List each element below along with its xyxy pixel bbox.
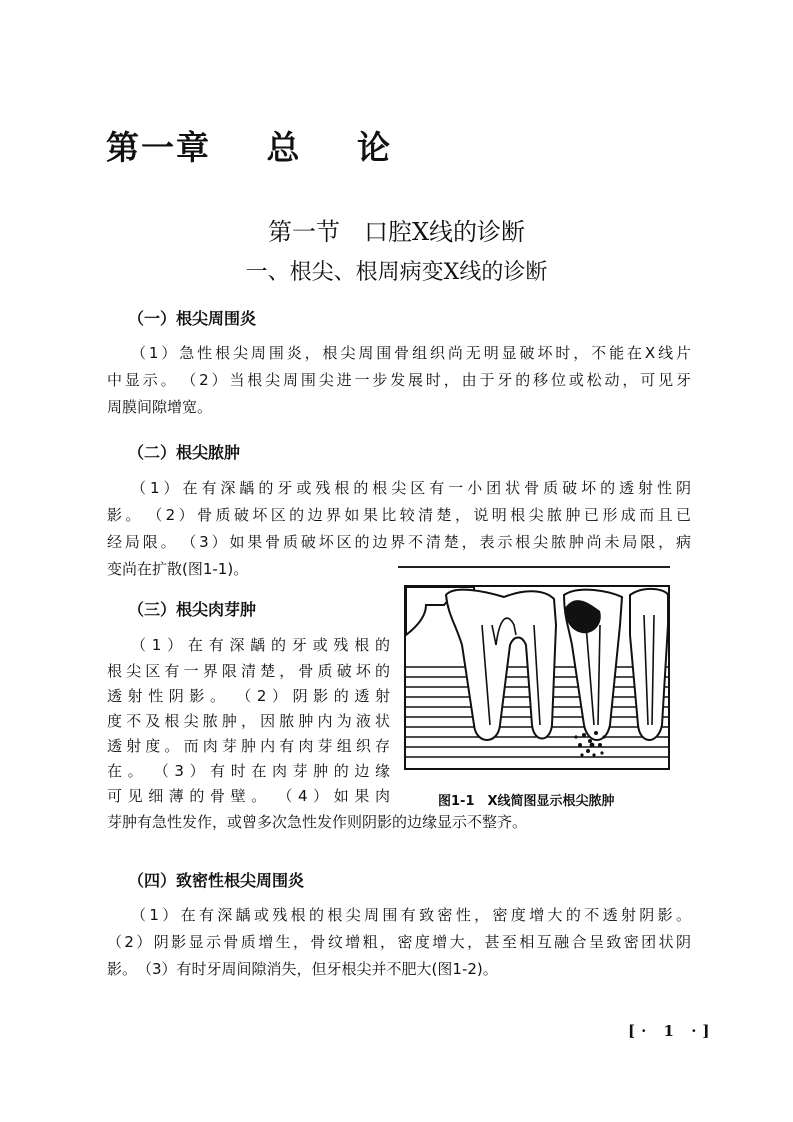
text-line: 根尖区有一界限清楚，骨质破坏的 — [107, 662, 390, 680]
text-line: 透射度。而肉芽肿内有肉芽组织存 — [107, 737, 390, 755]
text-line: （2）阴影显示骨质增生，骨纹增粗，密度增大，甚至相互融合呈致密团状阴 — [107, 933, 691, 951]
text-line: 周膜间隙增宽。 — [107, 398, 213, 416]
text-line: （1）在有深龋的牙或残根的 — [131, 636, 390, 654]
text-line: （1）在有深龋或残根的根尖周围有致密性，密度增大的不透射阴影。 — [131, 906, 691, 924]
heading-condensing-osteitis: （四）致密性根尖周围炎 — [128, 871, 305, 890]
text-line: 在。 （3）有时在肉芽肿的边缘 — [107, 762, 390, 780]
text-line: 度不及根尖脓肿，因脓肿内为液状 — [107, 712, 390, 730]
text-line: 透射性阴影。 （2）阴影的透射 — [107, 687, 390, 705]
text-line: 经局限。 （3）如果骨质破坏区的边界不清楚，表示根尖脓肿尚未局限，病 — [107, 533, 691, 551]
figure-caption: 图1-1 X线简图显示根尖脓肿 — [438, 794, 615, 809]
text-line: 可见细薄的骨壁。 （4）如果肉 — [107, 787, 390, 805]
chapter-word-2: 论 — [357, 128, 392, 167]
chapter-title — [106, 122, 392, 169]
tooth-xray-diagram — [404, 585, 670, 770]
text-line: 影。 （3）有时牙周间隙消失，但牙根尖并不肥大(图1-2)。 — [107, 960, 498, 978]
heading-periapical-granuloma: （三）根尖肉芽肿 — [128, 600, 257, 619]
text-line: 变尚在扩散(图1-1)。 — [107, 560, 249, 578]
paragraph-1 — [107, 340, 691, 421]
paragraph-4 — [107, 902, 691, 983]
heading-periapical-inflammation: （一）根尖周围炎 — [128, 309, 257, 328]
subsection-title: 一、根尖、根周病变X线的诊断 — [245, 260, 548, 285]
figure-top-rule — [398, 566, 670, 568]
section-title: 第一节 口腔X线的诊断 — [267, 218, 526, 246]
text-line: 中显示。 （2）当根尖周围尖进一步发展时，由于牙的移位或松动，可见牙 — [107, 371, 691, 389]
chapter-number: 第一章 — [106, 128, 211, 167]
chapter-word-1: 总 — [266, 128, 302, 167]
text-line: （1）急性根尖周围炎，根尖周围骨组织尚无明显破坏时，不能在X线片 — [131, 344, 691, 362]
text-line: （1）在有深龋的牙或残根的根尖区有一小团状骨质破坏的透射性阴 — [131, 479, 691, 497]
text-line: 影。 （2）骨质破坏区的边界如果比较清楚，说明根尖脓肿已形成而且已 — [107, 506, 691, 524]
heading-periapical-abscess: （二）根尖脓肿 — [128, 443, 241, 462]
text-line: 芽肿有急性发作，或曾多次急性发作则阴影的边缘显示不整齐。 — [107, 813, 528, 831]
page-number: [· 1 ·] — [628, 1022, 716, 1040]
